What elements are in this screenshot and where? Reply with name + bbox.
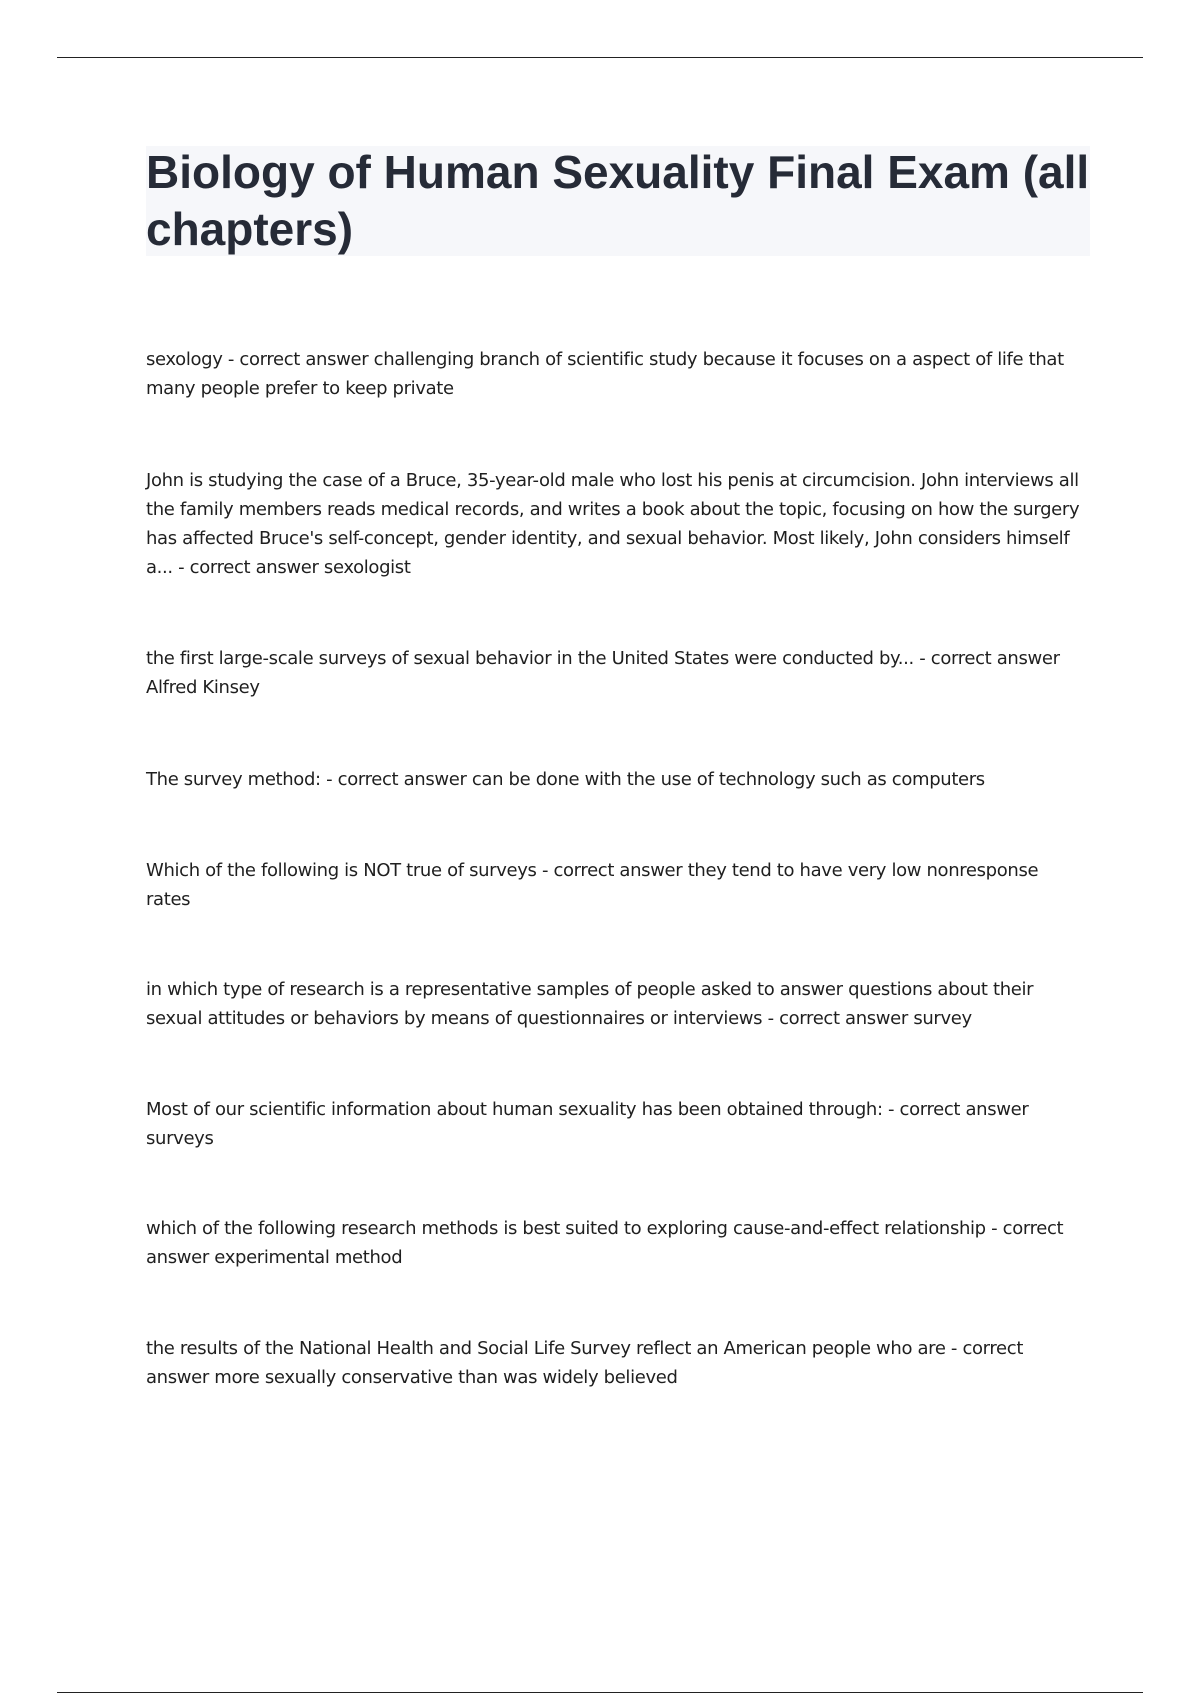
qa-entry-8: which of the following research methods is best suited to exploring cause-and-effect relationship - correct answer experimental method xyxy=(146,1218,1064,1268)
top-divider xyxy=(57,57,1143,58)
qa-entry-7: Most of our scientific information about human sexuality has been obtained through: - correct answer surveys xyxy=(146,1099,1029,1149)
qa-entry-4: The survey method: - correct answer can be done with the use of technology such as computers xyxy=(146,769,985,790)
qa-entry-5: Which of the following is NOT true of surveys - correct answer they tend to have very low nonresponse rates xyxy=(146,860,1039,910)
qa-entry-6: in which type of research is a representative samples of people asked to answer questions about their sexual attitudes or behaviors by means of questionnaires or interviews - correct answer survey xyxy=(146,979,1034,1029)
qa-entry-3: the first large-scale surveys of sexual behavior in the United States were conducted by... - correct answer Alfred Kinsey xyxy=(146,648,1060,698)
title-banner xyxy=(146,146,1090,256)
page-title: Biology of Human Sexuality Final Exam (all chapters) xyxy=(146,146,1090,255)
qa-entry-2: John is studying the case of a Bruce, 35-year-old male who lost his penis at circumcision. John interviews all the family members reads medical records, and writes a book about the topic, focusing on how the surgery has affected Bruce's self-concept, gender identity, and sexual behavior. Most likely, John considers himself a... - correct answer sexologist xyxy=(146,470,1080,578)
qa-entry-9: the results of the National Health and Social Life Survey reflect an American people who are - correct answer more sexually conservative than was widely believed xyxy=(146,1338,1024,1388)
qa-entry-1: sexology - correct answer challenging branch of scientific study because it focuses on a aspect of life that many people prefer to keep private xyxy=(146,349,1064,399)
bottom-divider xyxy=(57,1692,1143,1693)
